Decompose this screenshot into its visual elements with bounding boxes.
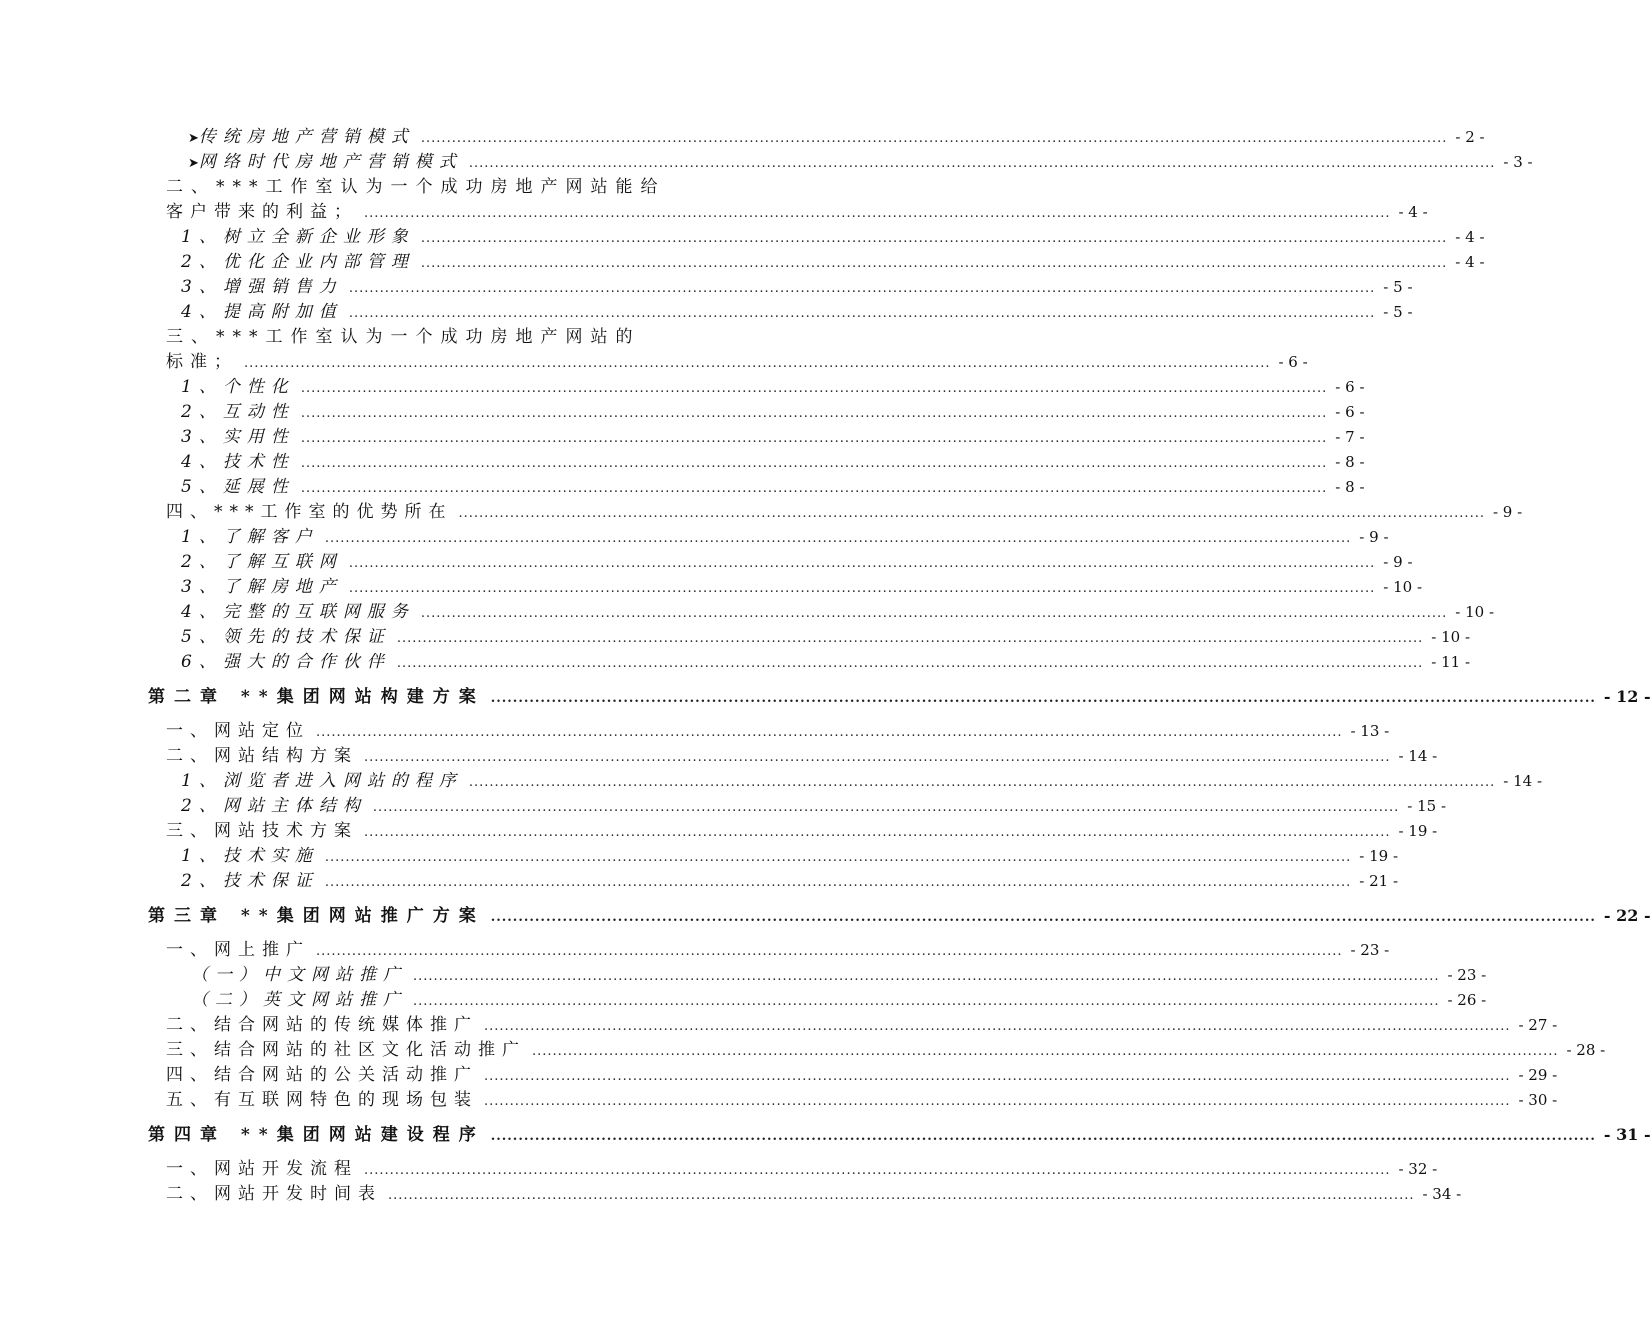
toc-entry[interactable] (181, 400, 1365, 424)
toc-page-number: - 6 - (1335, 403, 1365, 421)
toc-entry[interactable] (181, 250, 1485, 274)
toc-entry-title: （一）中文网站推广 (191, 965, 407, 985)
toc-leader-dots: ........................................................................................................................................................................................................ (300, 456, 1328, 471)
toc-leader-dots: ........................................................................................................................................................................................................ (300, 431, 1328, 446)
toc-entry-title: 2、互动性 (181, 402, 295, 422)
toc-entry[interactable] (188, 125, 1485, 149)
toc-entry-title: 5、延展性 (181, 477, 295, 497)
toc-leader-dots: ........................................................................................................................................................................................................ (490, 691, 1596, 706)
toc-entry[interactable] (188, 150, 1533, 174)
toc-page-number: - 34 - (1422, 1185, 1462, 1203)
toc-entry-title: 四、结合网站的公关活动推广 (166, 1065, 478, 1085)
toc-page-number: - 3 - (1503, 153, 1533, 171)
toc-leader-dots: ........................................................................................................................................................................................................ (364, 750, 1391, 765)
toc-page-number: - 8 - (1335, 453, 1365, 471)
toc-entry-line1: 二、***工作室认为一个成功房地产网站能给 (166, 177, 666, 197)
toc-leader-dots: ........................................................................................................................................................................................................ (244, 356, 1271, 371)
toc-page-number: - 23 - (1350, 941, 1390, 959)
toc-entry-title: 一、网上推广 (166, 940, 310, 960)
toc-entry[interactable] (181, 375, 1365, 399)
toc-leader-dots: ........................................................................................................................................................................................................ (348, 581, 1376, 596)
toc-page-number: - 13 - (1350, 722, 1390, 740)
toc-page-number: - 4 - (1455, 228, 1485, 246)
toc-entry[interactable] (166, 500, 1523, 524)
toc-page-number: - 9 - (1492, 503, 1523, 521)
toc-leader-dots: ........................................................................................................................................................................................................ (324, 875, 1352, 890)
toc-entry[interactable] (166, 1182, 1462, 1206)
toc-entry[interactable] (166, 350, 1308, 374)
toc-entry-title: 二、网站结构方案 (166, 746, 358, 766)
toc-page-number: - 4 - (1398, 203, 1428, 221)
toc-entry[interactable] (166, 1063, 1558, 1087)
toc-leader-dots: ........................................................................................................................................................................................................ (420, 231, 1448, 246)
toc-page-number: - 7 - (1335, 428, 1365, 446)
toc-chapter-entry[interactable] (148, 1123, 1651, 1147)
toc-entry[interactable] (181, 794, 1447, 818)
toc-entry-line1: 三、***工作室认为一个成功房地产网站的 (166, 327, 641, 347)
toc-entry-title: 1、浏览者进入网站的程序 (181, 771, 463, 791)
toc-entry[interactable] (191, 963, 1487, 987)
toc-entry-title: 五、有互联网特色的现场包装 (166, 1090, 478, 1110)
toc-page-number: - 9 - (1359, 528, 1389, 546)
toc-entry[interactable] (181, 844, 1399, 868)
toc-page-number: - 14 - (1398, 747, 1438, 765)
toc-entry-title: （二）英文网站推广 (191, 990, 407, 1010)
toc-entry[interactable] (166, 1157, 1438, 1181)
toc-entry-title: 二、网站开发时间表 (166, 1184, 382, 1204)
toc-page-number: - 26 - (1447, 991, 1487, 1009)
toc-page-number: - 28 - (1566, 1041, 1606, 1059)
toc-entry-title: 5、领先的技术保证 (181, 627, 391, 647)
toc-leader-dots: ........................................................................................................................................................................................................ (413, 969, 1440, 984)
toc-page-number: - 8 - (1335, 478, 1365, 496)
toc-page-number: - 19 - (1359, 847, 1399, 865)
toc-entry[interactable] (181, 869, 1399, 893)
toc-leader-dots: ........................................................................................................................................................................................................ (316, 725, 1343, 740)
toc-page-number: - 23 - (1447, 966, 1487, 984)
arrowhead-bullet-icon: ➤ (188, 131, 199, 146)
toc-entry-title: 传统房地产营销模式 (198, 127, 415, 147)
toc-entry-title: 4、技术性 (181, 452, 295, 472)
toc-page-number: - 27 - (1518, 1016, 1558, 1034)
toc-entry-title: 4、完整的互联网服务 (181, 602, 415, 622)
toc-entry-title: 四、***工作室的优势所在 (166, 502, 453, 522)
toc-leader-dots: ........................................................................................................................................................................................................ (372, 800, 1400, 815)
toc-page-number: - 29 - (1518, 1066, 1558, 1084)
toc-leader-dots: ........................................................................................................................................................................................................ (458, 506, 1485, 521)
toc-leader-dots: ........................................................................................................................................................................................................ (468, 156, 1496, 171)
toc-entry-title: 2、网站主体结构 (181, 796, 367, 816)
toc-entry-title: 三、结合网站的社区文化活动推广 (166, 1040, 526, 1060)
toc-page-number: - 5 - (1383, 278, 1413, 296)
toc-entry[interactable] (166, 1038, 1606, 1062)
toc-leader-dots: ........................................................................................................................................................................................................ (348, 306, 1376, 321)
toc-entry-title: 1、个性化 (181, 377, 295, 397)
toc-page-number: - 6 - (1278, 353, 1308, 371)
toc-entry-title: 网络时代房地产营销模式 (198, 152, 463, 172)
toc-leader-dots: ........................................................................................................................................................................................................ (364, 206, 1391, 221)
toc-chapter-entry[interactable] (148, 685, 1651, 709)
toc-leader-dots: ........................................................................................................................................................................................................ (348, 281, 1376, 296)
toc-leader-dots: ........................................................................................................................................................................................................ (396, 631, 1424, 646)
toc-entry-title: 2、优化企业内部管理 (181, 252, 415, 272)
toc-page-number: - 12 - (1603, 687, 1651, 706)
toc-entry[interactable] (181, 225, 1485, 249)
toc-leader-dots: ........................................................................................................................................................................................................ (490, 1129, 1596, 1144)
toc-entry[interactable] (166, 1088, 1558, 1112)
toc-entry[interactable] (166, 819, 1438, 843)
toc-entry-title: 4、提高附加值 (181, 302, 343, 322)
toc-entry[interactable] (181, 600, 1495, 624)
toc-entry[interactable] (181, 769, 1543, 793)
toc-entry-title: 标准； (166, 352, 238, 372)
toc-entry[interactable] (181, 425, 1365, 449)
toc-entry-title: 1、技术实施 (181, 846, 319, 866)
toc-leader-dots: ........................................................................................................................................................................................................ (420, 606, 1448, 621)
toc-page-number: - 9 - (1383, 553, 1413, 571)
toc-leader-dots: ........................................................................................................................................................................................................ (420, 131, 1448, 146)
toc-leader-dots: ........................................................................................................................................................................................................ (490, 910, 1596, 925)
toc-leader-dots: ........................................................................................................................................................................................................ (484, 1069, 1511, 1084)
toc-entry[interactable] (181, 650, 1471, 674)
toc-entry-title: 2、了解互联网 (181, 552, 343, 572)
toc-page-number: - 19 - (1398, 822, 1438, 840)
toc-entry-title: 客户带来的利益； (166, 202, 358, 222)
toc-leader-dots: ........................................................................................................................................................................................................ (468, 775, 1496, 790)
toc-entry[interactable] (166, 719, 1390, 743)
toc-leader-dots: ........................................................................................................................................................................................................ (420, 256, 1448, 271)
toc-entry-title: 第三章 **集团网站推广方案 (148, 906, 485, 926)
toc-page-number: - 30 - (1518, 1091, 1558, 1109)
toc-leader-dots: ........................................................................................................................................................................................................ (484, 1019, 1511, 1034)
toc-entry[interactable] (181, 275, 1413, 299)
toc-entry[interactable] (166, 1013, 1558, 1037)
toc-entry-title: 第四章 **集团网站建设程序 (148, 1125, 485, 1145)
toc-leader-dots: ........................................................................................................................................................................................................ (324, 531, 1352, 546)
toc-entry[interactable] (181, 525, 1389, 549)
toc-entry-title: 1、了解客户 (181, 527, 319, 547)
toc-page-number: - 22 - (1603, 906, 1651, 925)
toc-entry[interactable] (166, 744, 1438, 768)
toc-page-number: - 10 - (1431, 628, 1471, 646)
toc-entry[interactable] (191, 988, 1487, 1012)
toc-leader-dots: ........................................................................................................................................................................................................ (364, 825, 1391, 840)
toc-page-number: - 5 - (1383, 303, 1413, 321)
toc-entry[interactable] (181, 450, 1365, 474)
toc-entry-title: 3、增强销售力 (181, 277, 343, 297)
toc-leader-dots: ........................................................................................................................................................................................................ (300, 406, 1328, 421)
toc-page-number: - 6 - (1335, 378, 1365, 396)
toc-leader-dots: ........................................................................................................................................................................................................ (364, 1163, 1391, 1178)
toc-entry-title: 二、结合网站的传统媒体推广 (166, 1015, 478, 1035)
toc-entry-title: 第二章 **集团网站构建方案 (148, 687, 485, 707)
toc-leader-dots: ........................................................................................................................................................................................................ (348, 556, 1376, 571)
toc-entry-title: 1、树立全新企业形象 (181, 227, 415, 247)
toc-entry-title: 6、强大的合作伙伴 (181, 652, 391, 672)
toc-leader-dots: ........................................................................................................................................................................................................ (396, 656, 1424, 671)
toc-page-number: - 10 - (1455, 603, 1495, 621)
toc-page-number: - 21 - (1359, 872, 1399, 890)
toc-entry-title: 三、网站技术方案 (166, 821, 358, 841)
toc-page-number: - 32 - (1398, 1160, 1438, 1178)
toc-page-number: - 10 - (1383, 578, 1423, 596)
toc-entry[interactable] (181, 575, 1423, 599)
toc-leader-dots: ........................................................................................................................................................................................................ (388, 1188, 1415, 1203)
toc-page-number: - 15 - (1407, 797, 1447, 815)
toc-leader-dots: ........................................................................................................................................................................................................ (324, 850, 1352, 865)
toc-entry-title: 3、实用性 (181, 427, 295, 447)
toc-chapter-entry[interactable] (148, 904, 1651, 928)
toc-leader-dots: ........................................................................................................................................................................................................ (316, 944, 1343, 959)
toc-page-number: - 2 - (1455, 128, 1485, 146)
toc-leader-dots: ........................................................................................................................................................................................................ (484, 1094, 1511, 1109)
toc-entry[interactable] (181, 300, 1413, 324)
toc-page-number: - 14 - (1503, 772, 1543, 790)
toc-page-number: - 4 - (1455, 253, 1485, 271)
toc-entry-title: 3、了解房地产 (181, 577, 343, 597)
toc-entry-title: 2、技术保证 (181, 871, 319, 891)
toc-entry[interactable] (181, 475, 1365, 499)
toc-entry[interactable] (166, 200, 1428, 224)
arrowhead-bullet-icon: ➤ (188, 156, 199, 171)
toc-entry[interactable] (181, 625, 1471, 649)
toc-page-number: - 11 - (1431, 653, 1471, 671)
toc-entry[interactable] (166, 938, 1390, 962)
toc-entry[interactable] (181, 550, 1413, 574)
toc-leader-dots: ........................................................................................................................................................................................................ (413, 994, 1440, 1009)
toc-leader-dots: ........................................................................................................................................................................................................ (300, 481, 1328, 496)
toc-entry-title: 一、网站开发流程 (166, 1159, 358, 1179)
toc-page-number: - 31 - (1603, 1125, 1651, 1144)
toc-entry-title: 一、网站定位 (166, 721, 310, 741)
toc-leader-dots: ........................................................................................................................................................................................................ (300, 381, 1328, 396)
toc-leader-dots: ........................................................................................................................................................................................................ (532, 1044, 1559, 1059)
